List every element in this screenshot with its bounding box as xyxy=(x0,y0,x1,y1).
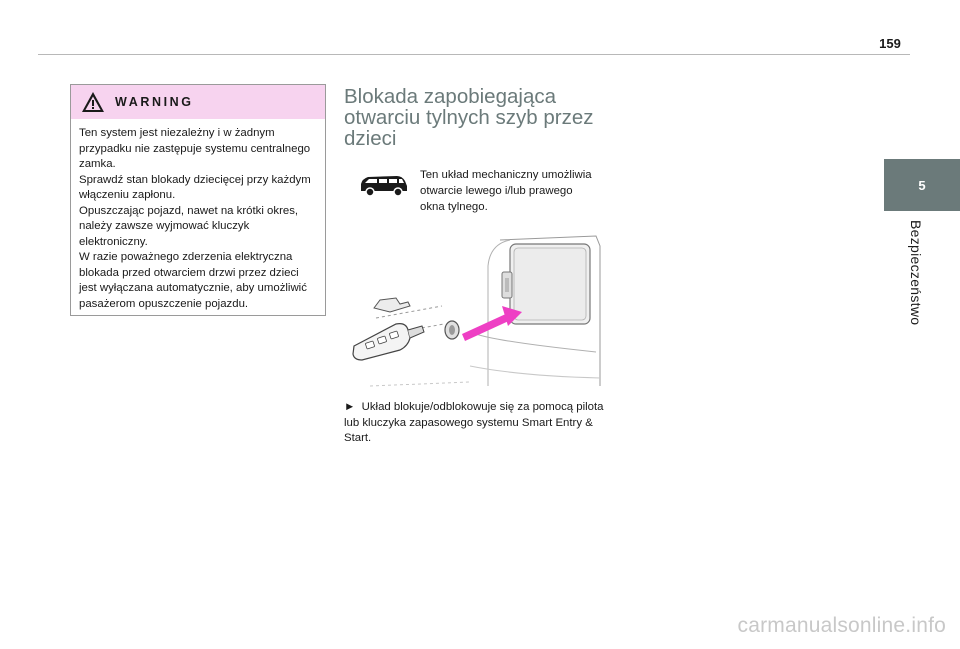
chapter-number: 5 xyxy=(918,177,926,193)
instruction-text xyxy=(344,400,606,447)
chapter-tab[interactable] xyxy=(884,159,960,211)
watermark: carmanualsonline.info xyxy=(737,614,946,637)
instruction-body: Układ blokuje/odblokowuje się za pomocą pilota lub kluczyka zapasowego systemu Smart Entry & Start. xyxy=(344,401,604,444)
bullet-arrow-icon: ► xyxy=(344,401,356,413)
warning-body xyxy=(71,119,325,312)
header-divider xyxy=(38,54,910,55)
warning-header xyxy=(71,85,325,119)
page-number: 159 xyxy=(879,36,901,51)
intro-text: Ten układ mechaniczny umożliwia otwarcie lewego i/lub prawego okna tylnego. xyxy=(420,169,592,213)
warning-paragraph: Ten system jest niezależny i w żadnym przypadku nie zastępuje systemu centralnego zamka. xyxy=(79,127,311,170)
warning-paragraph: W razie poważnego zderzenia elektryczna blokada przed otwarciem drzwi przez dzieci jest wyłączana automatycznie, aby umożliwić pasażerom opuszczenie pojazdu. xyxy=(79,251,307,310)
warning-paragraph: Opuszczając pojazd, nawet na krótki okres, należy zawsze wyjmować kluczyk elektroniczny. xyxy=(79,204,299,248)
section-title: Blokada zapobiegająca otwarciu tylnych szyb przez dzieci xyxy=(344,85,594,150)
warning-triangle-icon xyxy=(81,91,105,113)
chapter-title: Bezpieczeństwo xyxy=(908,220,924,326)
van-icon xyxy=(357,172,409,198)
child-lock-illustration xyxy=(350,226,610,394)
warning-title: WARNING xyxy=(115,95,194,109)
warning-box xyxy=(70,84,326,316)
warning-paragraph: Sprawdź stan blokady dziecięcej przy każdym włączeniu zapłonu. xyxy=(79,173,311,201)
